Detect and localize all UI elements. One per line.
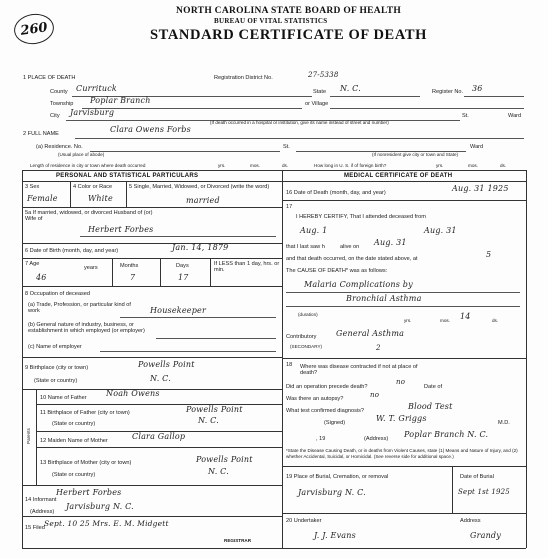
contracted-label: Where was disease contracted if not at place of death? [300, 364, 418, 376]
register-value: 36 [472, 84, 483, 93]
attend-from-value: Aug. 1 [300, 226, 328, 235]
secondary-label: (SECONDARY) [290, 344, 323, 349]
year-label: , 19 [316, 436, 326, 442]
date-death-value: Aug. 31 1925 [452, 184, 509, 193]
county-value: Currituck [76, 84, 117, 93]
attend-to-value: Aug. 31 [424, 226, 457, 235]
duration-label: (duration) [298, 312, 318, 317]
dob-value: Jan. 14, 1879 [172, 243, 229, 252]
marital-label: 5 Single, Married, Widowed, or Divorced (write the word) [129, 184, 270, 190]
city-label: City [50, 113, 60, 119]
cause-value-1: Malaria Complications by [304, 280, 413, 289]
operation-label: Did an operation precede death? [286, 384, 368, 390]
reg-district-label: Registration District No. [214, 75, 273, 81]
register-label: Register No. [432, 89, 464, 95]
how-long-label: How long in U. S. if of foreign birth? [314, 163, 387, 168]
autopsy-value: no [370, 391, 380, 399]
date-death-label: 16 Date of Death (month, day, and year) [286, 190, 386, 196]
filed-label: 15 Filed [25, 525, 45, 531]
father-birthplace-value: Powells Point [186, 405, 243, 414]
informant-value: Herbert Forbes [56, 488, 122, 497]
age-label: 7 Age [25, 261, 40, 267]
trade-value: Housekeeper [150, 306, 206, 315]
mother-birthplace-label: 13 Birthplace of Mother (city or town) [40, 460, 132, 466]
usual-place-note: (Usual place of abode) [58, 152, 105, 157]
duration-ds: ds. [492, 318, 499, 323]
header-title-agency: NORTH CAROLINA STATE BOARD OF HEALTH [176, 6, 402, 16]
cause-footnote: *State the Disease Causing Death, or in deaths from Violent Causes, state (1) Means and Nature of Injury, and (2) whether Accidental, Suicidal, or Homicidal. (See reverse side for additional space.) [286, 448, 518, 459]
years-label: years [84, 265, 98, 271]
street-label: St. [462, 113, 469, 119]
color-value: White [88, 194, 113, 203]
page-title: STANDARD CERTIFICATE OF DEATH [150, 27, 427, 43]
marital-value: married [186, 196, 220, 205]
birthplace-state-label: (State or country) [34, 378, 78, 384]
how-long-ds: ds. [500, 163, 507, 168]
informant-address-label: (Address) [30, 509, 55, 515]
parents-label: Parents [26, 428, 31, 444]
length-residence-label: Length of residence in city or town where death occurred [30, 163, 146, 168]
operation-date-label: Date of [424, 384, 443, 390]
occupation-label: 8 Occupation of deceased [25, 291, 90, 297]
death-occurred-label: and that death occurred, on the date stated above, at [286, 256, 418, 262]
duration-yrs: yrs. [404, 318, 412, 323]
city-value: Jarvisburg [70, 108, 115, 117]
physician-signature: W. T. Griggs [376, 414, 427, 423]
mother-birthplace-value: Powells Point [196, 455, 253, 464]
place-label: 1 PLACE OF DEATH [23, 75, 76, 81]
age-years-value: 46 [36, 273, 47, 282]
sex-value: Female [27, 194, 58, 203]
duration-mos: mos. [440, 318, 450, 323]
sex-label: 3 Sex [25, 184, 40, 190]
informant-address-value: Jarvisburg N. C. [66, 502, 134, 511]
less-than-day-label: If LESS than 1 day, hrs. or min. [214, 261, 280, 273]
contributory-label: Contributory [286, 334, 317, 340]
reg-district-value: 27-5338 [308, 71, 339, 79]
operation-value: no [396, 378, 406, 386]
header-title-bureau: BUREAU OF VITAL STATISTICS [214, 17, 328, 25]
medical-section-header: MEDICAL CERTIFICATE OF DEATH [344, 173, 453, 179]
filed-value: Sept. 10 25 Mrs. E. M. Midgett [44, 519, 169, 528]
age-months-value: 7 [130, 273, 136, 282]
village-label: or Village [305, 101, 329, 107]
nonresident-note: (If nonresident give city or town and State) [372, 152, 459, 157]
color-label: 4 Color or Race [73, 184, 113, 190]
burial-date-label: Date of Burial [460, 474, 494, 480]
county-label: County [50, 89, 68, 95]
ward-label: Ward [508, 113, 522, 119]
seen-date-value: Aug. 31 [374, 238, 407, 247]
death-time-value: 5 [486, 250, 492, 259]
how-long-mos: mos. [468, 163, 478, 168]
md-label: M.D. [498, 420, 510, 426]
contributory-duration: 2 [376, 344, 381, 352]
undertaker-label: 20 Undertaker [286, 518, 322, 524]
mother-label: 12 Maiden Name of Mother [40, 438, 108, 444]
seen-label: that I last saw h [286, 244, 325, 250]
residence-st-label: St. [283, 144, 290, 150]
duration-value: 14 [460, 312, 471, 321]
father-label: 10 Name of Father [40, 395, 87, 401]
mother-value: Clara Gallop [132, 432, 186, 441]
employer-label: (c) Name of employer [28, 344, 82, 350]
days-label: Days [176, 263, 189, 269]
full-name-label: 2 FULL NAME [23, 131, 59, 137]
burial-date-value: Sept 1st 1925 [458, 488, 510, 496]
cause-value-2: Bronchial Asthma [346, 294, 422, 303]
certify-label: I HEREBY CERTIFY, That I attended deceased from [296, 214, 426, 220]
length-ds: ds. [282, 163, 289, 168]
how-long-yrs: yrs. [436, 163, 444, 168]
full-name-value: Clara Owens Forbs [110, 125, 191, 134]
cause-label: The CAUSE OF DEATH* was as follows: [286, 268, 388, 274]
file-number-stamp: 260 [12, 11, 56, 46]
test-label: What test confirmed diagnosis? [286, 408, 365, 414]
length-mos: mos. [250, 163, 260, 168]
state-label: State [313, 89, 327, 95]
contributory-value: General Asthma [336, 329, 405, 338]
father-state-label: (State or country) [52, 421, 96, 427]
undertaker-address-label: Address [460, 518, 481, 524]
father-value: Noah Owens [106, 389, 160, 398]
state-value: N. C. [340, 84, 361, 93]
physician-address-value: Poplar Branch N. C. [404, 430, 489, 439]
seen-alive-label: alive on [340, 244, 360, 250]
autopsy-label: Was there an autopsy? [286, 396, 344, 402]
hospital-note: (If death occurred in a hospital or institution, give its name instead of street and number) [210, 120, 389, 125]
months-label: Months [120, 263, 139, 269]
age-days-value: 17 [178, 273, 189, 282]
test-value: Blood Test [408, 402, 453, 411]
township-value: Poplar Branch [90, 96, 151, 105]
birthplace-label: 9 Birthplace (city or town) [25, 365, 89, 371]
residence-ward-label: Ward [470, 144, 484, 150]
birthplace-value: Powells Point [138, 360, 195, 369]
dob-label: 6 Date of Birth (month, day, and year) [25, 248, 119, 254]
undertaker-address-value: Grandy [470, 531, 501, 540]
mother-state-value: N. C. [208, 467, 229, 476]
registrar-label: REGISTRAR [224, 538, 252, 543]
physician-address-label: (Address) [364, 436, 389, 442]
trade-label: (a) Trade, Profession, or particular kind of work [28, 302, 131, 314]
father-birthplace-label: 11 Birthplace of Father (city or town) [40, 410, 130, 416]
industry-label: (b) General nature of industry, business, or establishment in which employed (or employer) [28, 322, 145, 334]
residence-label: (a) Residence. No. [36, 144, 83, 150]
informant-label: 14 Informant [25, 497, 57, 503]
length-yrs: yrs. [218, 163, 226, 168]
spouse-value: Herbert Forbes [88, 225, 154, 234]
burial-place-value: Jarvisburg N. C. [298, 488, 366, 497]
mother-state-label: (State or country) [52, 472, 96, 478]
spouse-label: 5a If married, widowed, or divorced Husband of (or) Wife of [25, 210, 153, 222]
personal-section-header: PERSONAL AND STATISTICAL PARTICULARS [56, 173, 199, 179]
father-state-value: N. C. [198, 416, 219, 425]
signed-label: (Signed) [324, 420, 346, 426]
birthplace-state-value: N. C. [150, 374, 171, 383]
item-18-label: 18 [286, 362, 293, 368]
burial-label: 19 Place of Burial, Cremation, or removal [286, 474, 389, 480]
item-17-label: 17 [286, 204, 293, 210]
undertaker-value: J. J. Evans [314, 531, 356, 540]
township-label: Township [50, 101, 74, 107]
